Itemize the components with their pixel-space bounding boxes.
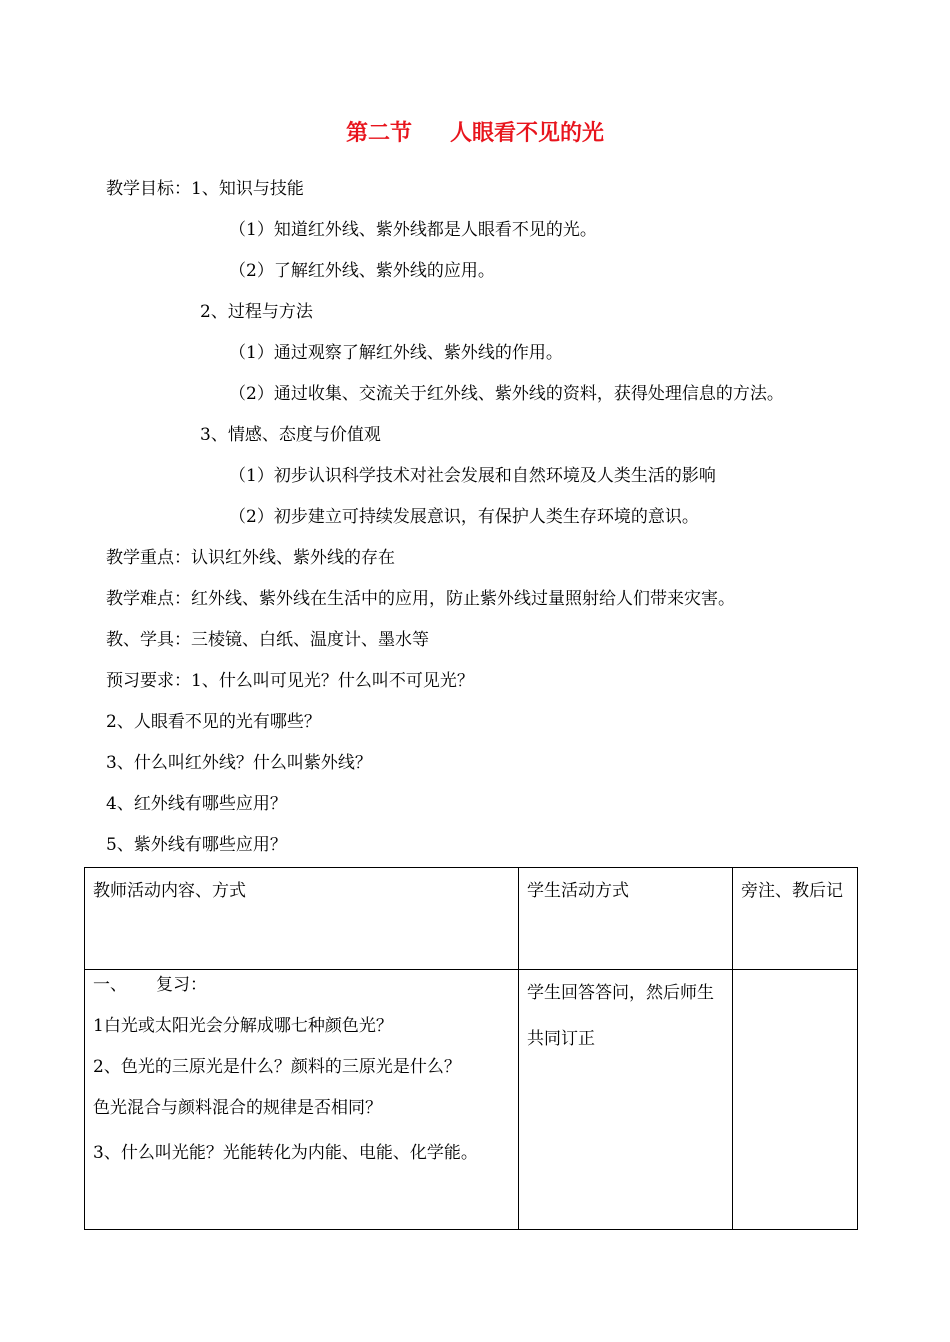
teaching-difficulty: 教学难点：红外线、紫外线在生活中的应用，防止紫外线过量照射给人们带来灾害。 xyxy=(106,589,735,609)
table-header-row xyxy=(85,868,858,970)
preview-question-3: 3、什么叫红外线？什么叫紫外线？ xyxy=(106,753,372,773)
header-teacher-activity: 教师活动内容、方式 xyxy=(85,868,519,970)
review-heading xyxy=(93,974,510,996)
section-number: 第二节 xyxy=(345,121,412,146)
teaching-tools: 教、学具：三棱镜、白纸、温度计、墨水等 xyxy=(106,630,429,650)
review-question-2: 2、色光的三原光是什么？颜料的三原光是什么？ xyxy=(93,1057,461,1077)
objective-process-1: （1）通过观察了解红外线、紫外线的作用。 xyxy=(229,343,563,363)
review-question-1: 1白光或太阳光会分解成哪七种颜色光？ xyxy=(93,1016,393,1036)
process-heading: 2、过程与方法 xyxy=(200,302,313,322)
teaching-focus: 教学重点：认识红外线、紫外线的存在 xyxy=(106,548,395,568)
header-notes: 旁注、教后记 xyxy=(733,868,858,970)
notes-cell xyxy=(733,970,858,1230)
objective-attitude-1: （1）初步认识科学技术对社会发展和自然环境及人类生活的影响 xyxy=(229,466,716,486)
teacher-activity-cell xyxy=(85,970,519,1230)
student-activity-cell: 学生回答答问，然后师生共同订正 xyxy=(519,970,733,1230)
preview-question-2: 2、人眼看不见的光有哪些？ xyxy=(106,712,321,732)
preview-question-5: 5、紫外线有哪些应用？ xyxy=(106,835,287,855)
objective-knowledge-1: （1）知道红外线、紫外线都是人眼看不见的光。 xyxy=(229,220,597,240)
table-row xyxy=(85,970,858,1230)
review-label: 复习： xyxy=(156,975,207,995)
review-seq: 一、 xyxy=(93,975,127,995)
review-question-4: 3、什么叫光能？光能转化为内能、电能、化学能。 xyxy=(93,1143,478,1163)
review-question-3: 色光混合与颜料混合的规律是否相同？ xyxy=(93,1098,382,1118)
preview-question-1: 预习要求：1、什么叫可见光？什么叫不可见光？ xyxy=(106,671,474,691)
page-title xyxy=(0,116,950,147)
objective-process-2: （2）通过收集、交流关于红外线、紫外线的资料，获得处理信息的方法。 xyxy=(229,384,784,404)
section-name: 人眼看不见的光 xyxy=(450,121,605,146)
preview-question-4: 4、红外线有哪些应用？ xyxy=(106,794,287,814)
attitude-heading: 3、情感、态度与价值观 xyxy=(200,425,381,445)
activity-table xyxy=(84,867,858,1230)
objective-knowledge-2: （2）了解红外线、紫外线的应用。 xyxy=(229,261,495,281)
objective-attitude-2: （2）初步建立可持续发展意识，有保护人类生存环境的意识。 xyxy=(229,507,699,527)
objectives-heading: 教学目标：1、知识与技能 xyxy=(106,179,304,199)
header-student-activity: 学生活动方式 xyxy=(519,868,733,970)
